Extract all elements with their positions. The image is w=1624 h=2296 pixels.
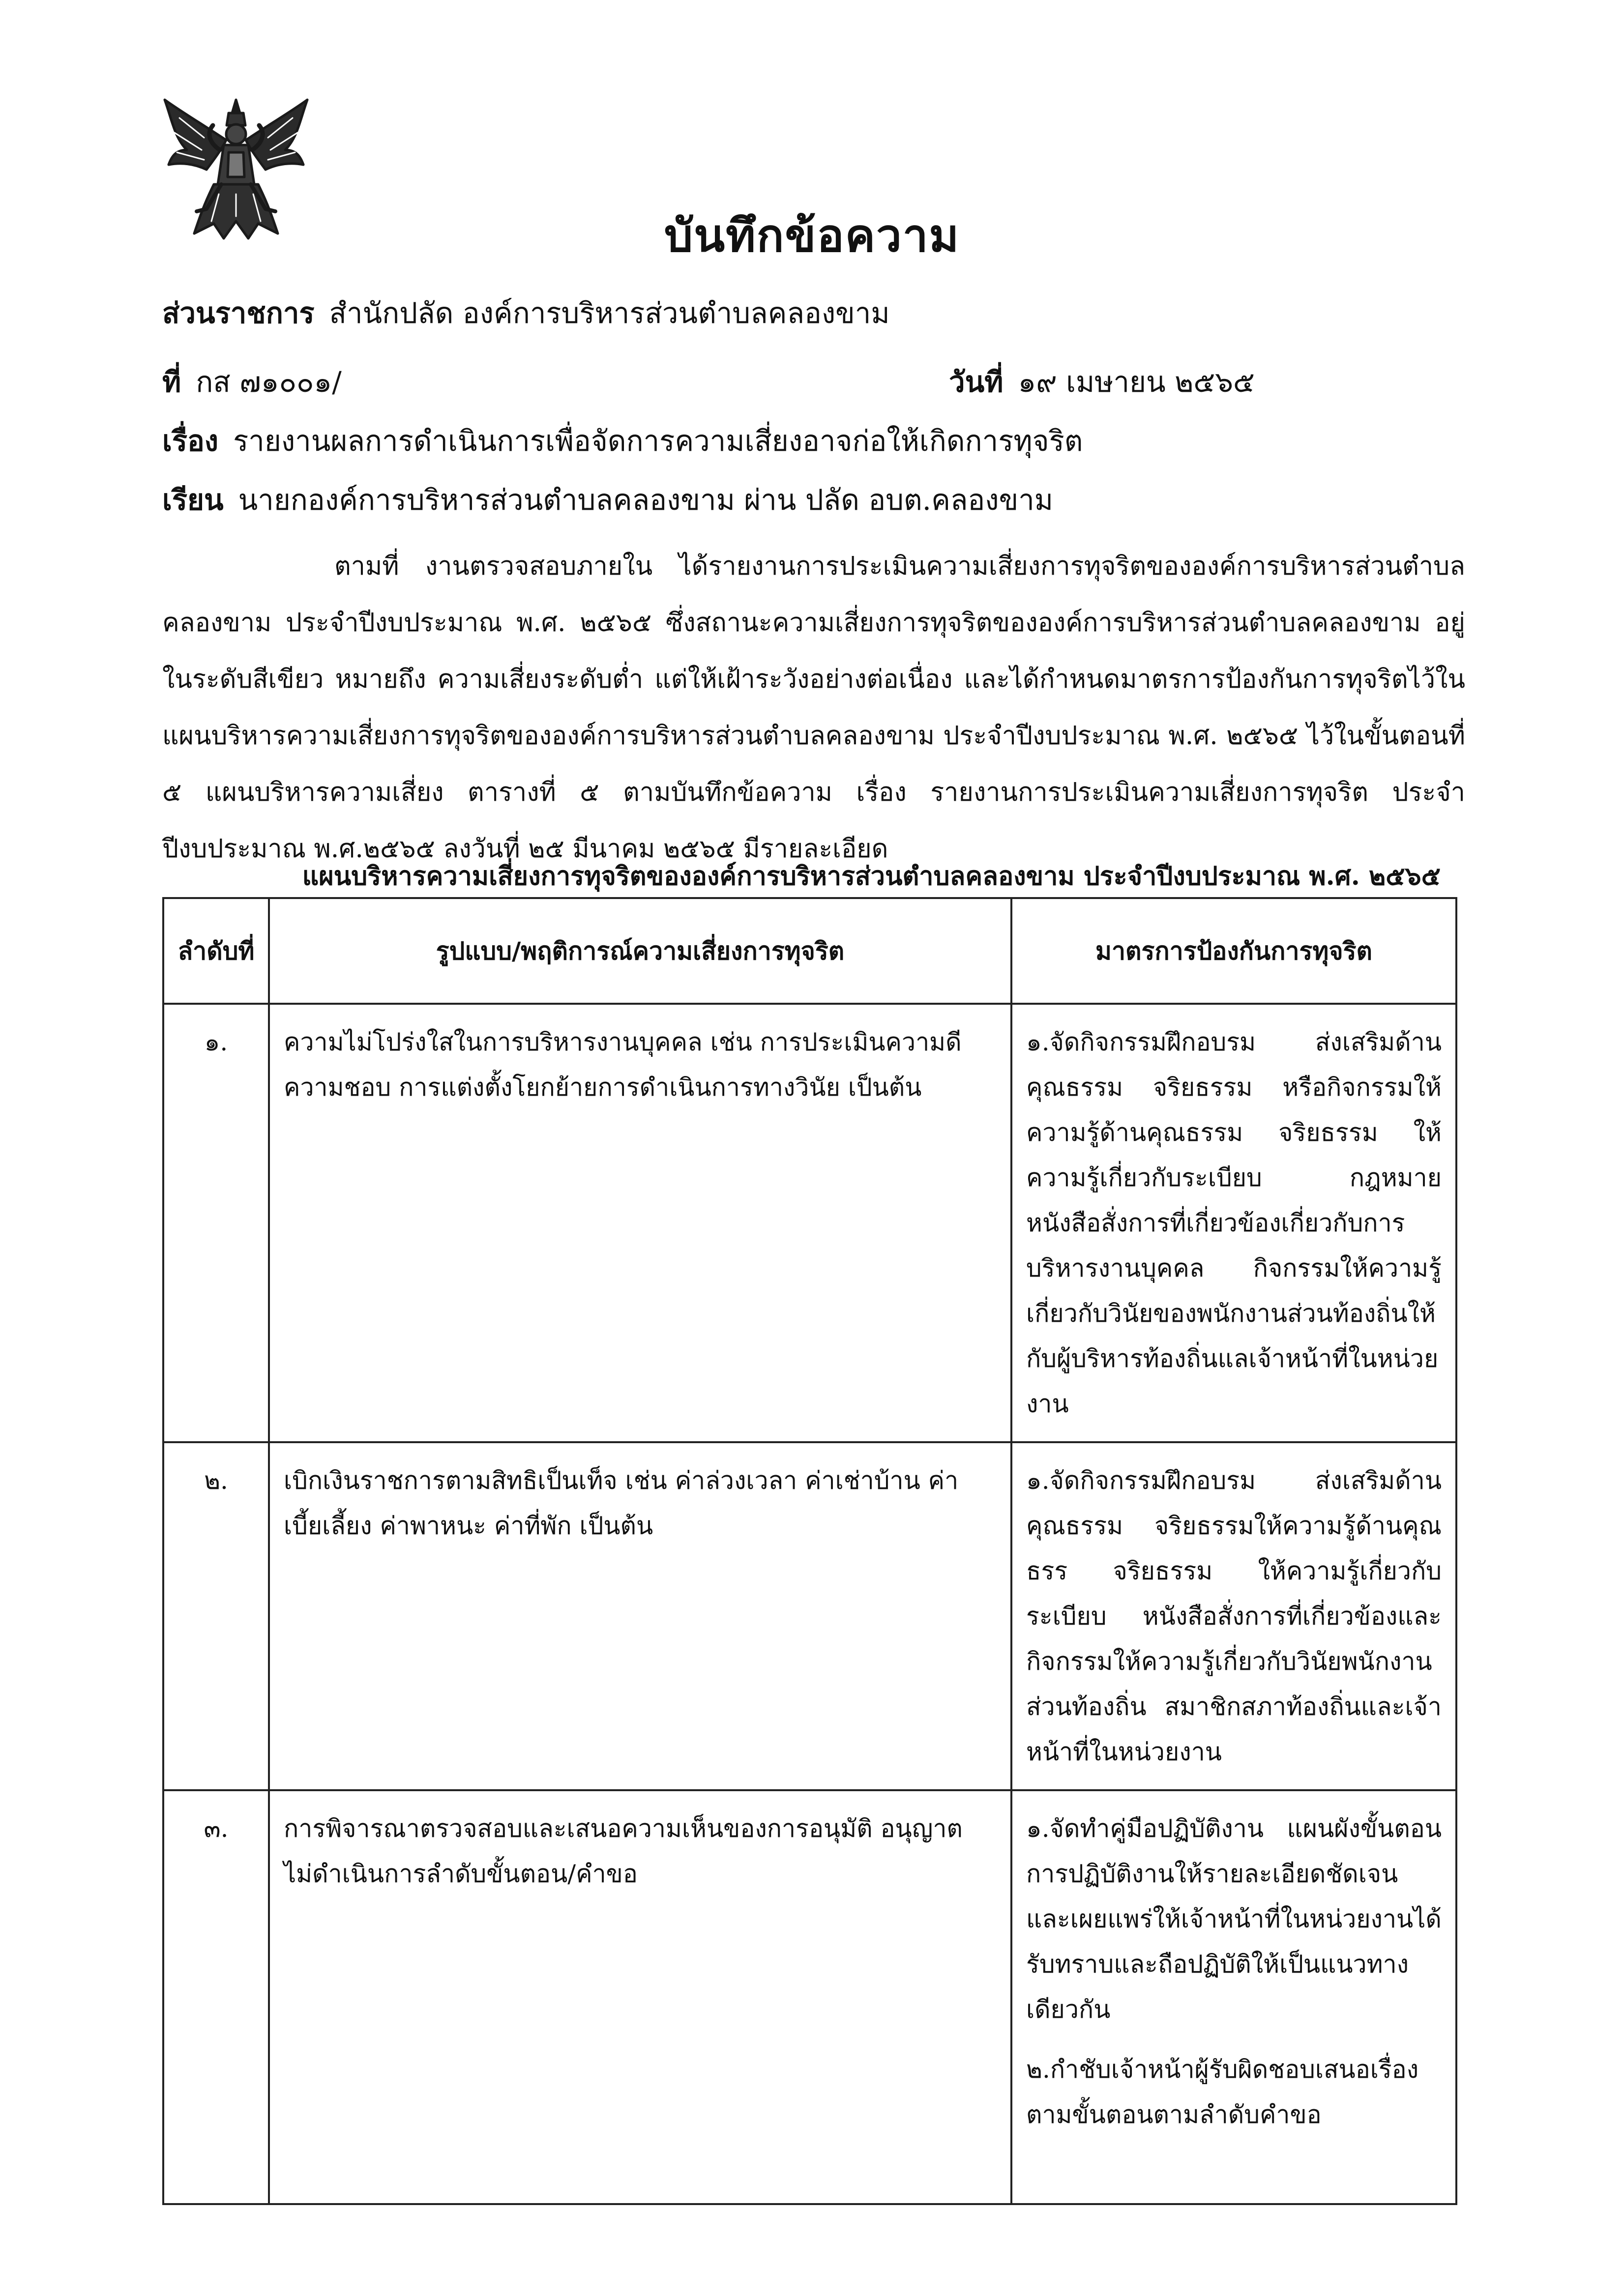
row-measures [1011,1442,1456,1790]
recipient-label: เรียน [162,483,224,517]
measure-item: ๑.จัดทำคู่มือปฏิบัติงาน แผนผังขั้นตอนการปฏิบัติงานให้รายละเอียดชัดเจน และเผยแพร่ให้เจ้าหน้าที่ในหน่วยงานได้รับทราบและถือปฏิบัติให้เป็นแนวทางเดียวกัน [1026,1814,1442,2024]
row-behavior: เบิกเงินราชการตามสิทธิเป็นเท็จ เช่น ค่าล่วงเวลา ค่าเช่าบ้าน ค่าเบี้ยเลี้ยง ค่าพาหนะ ค่าที่พัก เป็นต้น [269,1442,1011,1790]
measure-item: ๑.จัดกิจกรรมฝึกอบรม ส่งเสริมด้านคุณธรรม จริยธรรมให้ความรู้ด้านคุณธรร จริยธรรม ให้ความรู้เกี่ยวกับระเบียบ หนังสือสั่งการที่เกี่ยวข้องและกิจกรรมให้ความรู้เกี่ยวกับวินัยพนักงานส่วนท้องถิ่น สมาชิกสภาท้องถิ่นและเจ้าหน้าที่ในหน่วยงาน [1026,1466,1442,1766]
date-value: ๑๙ เมษายน ๒๕๖๕ [1018,365,1255,399]
document-title: บันทึกข้อความ [664,209,960,262]
header-behavior: รูปแบบ/พฤติการณ์ความเสี่ยงการทุจริต [269,898,1011,1004]
table-row [163,1004,1456,1442]
table-row [163,1442,1456,1790]
row-measures [1011,1790,1456,2204]
subject-value: รายงานผลการดำเนินการเพื่อจัดการความเสี่ยงอาจก่อให้เกิดการทุจริต [233,424,1083,458]
row-number: ๒. [163,1442,269,1790]
date-label: วันที่ [949,365,1004,399]
table-row [163,1790,1456,2204]
subject-line [162,418,1083,464]
risk-plan-table [162,897,1457,2205]
header-no: ลำดับที่ [163,898,269,1004]
reference-label: ที่ [162,365,181,399]
row-number: ๑. [163,1004,269,1442]
reference-value: กส ๗๑๐๐๑/ [196,365,342,399]
agency-line [162,290,890,336]
recipient-line [162,477,1053,523]
row-measures [1011,1004,1456,1442]
row-behavior: ความไม่โปร่งใสในการบริหารงานบุคคล เช่น การประเมินความดีความชอบ การแต่งตั้งโยกย้ายการดำเนินการทางวินัย เป็นต้น [269,1004,1011,1442]
recipient-value: นายกองค์การบริหารส่วนตำบลคลองขาม ผ่าน ปลัด อบต.คลองขาม [238,483,1054,517]
measure-item: ๒.กำชับเจ้าหน้าผู้รับผิดชอบเสนอเรื่องตามขั้นตอนตามลำดับคำขอ [1026,2055,1419,2129]
row-behavior: การพิจารณาตรวจสอบและเสนอความเห็นของการอนุมัติ อนุญาต ไม่ดำเนินการลำดับขั้นตอน/คำขอ [269,1790,1011,2204]
measure-item: ๑.จัดกิจกรรมฝึกอบรม ส่งเสริมด้านคุณธรรม จริยธรรม หรือกิจกรรมให้ความรู้ด้านคุณธรรม จริยธรรม ให้ความรู้เกี่ยวกับระเบียบ กฎหมาย หนังสือสั่งการที่เกี่ยวข้องเกี่ยวกับการบริหารงานบุคคล กิจกรรมให้ความรู้เกี่ยวกับวินัยของพนักงานส่วนท้องถิ่นให้กับผู้บริหารท้องถิ่นแลเจ้าหน้าที่ในหน่วยงาน [1026,1028,1442,1418]
row-number: ๓. [163,1790,269,2204]
agency-label: ส่วนราชการ [162,296,315,330]
table-header-row [163,898,1456,1004]
table-caption: แผนบริหารความเสี่ยงการทุจริตขององค์การบริหารส่วนตำบลคลองขาม ประจำปีงบประมาณ พ.ศ. ๒๕๖๕ [302,861,1441,891]
agency-value: สำนักปลัด องค์การบริหารส่วนตำบลคลองขาม [329,296,890,330]
header-measure: มาตรการป้องกันการทุจริต [1011,898,1456,1004]
body-paragraph: ตามที่ งานตรวจสอบภายใน ได้รายงานการประเมินความเสี่ยงการทุจริตขององค์การบริหารส่วนตำบลคลองขาม ประจำปีงบประมาณ พ.ศ. ๒๕๖๕ ซึ่งสถานะความเสี่ยงการทุจริตขององค์การบริหารส่วนตำบลคลองขาม อยู่ในระดับสีเขียว หมายถึง ความเสี่ยงระดับต่ำ แต่ให้เฝ้าระวังอย่างต่อเนื่อง และได้กำหนดมาตรการป้องกันการทุจริตไว้ในแผนบริหารความเสี่ยงการทุจริตขององค์การบริหารส่วนตำบลคลองขาม ประจำปีงบประมาณ พ.ศ. ๒๕๖๕ ไว้ในขั้นตอนที่ ๕ แผนบริหารความเสี่ยง ตารางที่ ๕ ตามบันทึกข้อความ เรื่อง รายงานการประเมินความเสี่ยงการทุจริต ประจำปีงบประมาณ พ.ศ.๒๕๖๕ ลงวันที่ ๒๕ มีนาคม ๒๕๖๕ มีรายละเอียด [162,552,1465,864]
reference-line [162,359,1465,405]
subject-label: เรื่อง [162,424,219,458]
date-group [949,359,1255,405]
